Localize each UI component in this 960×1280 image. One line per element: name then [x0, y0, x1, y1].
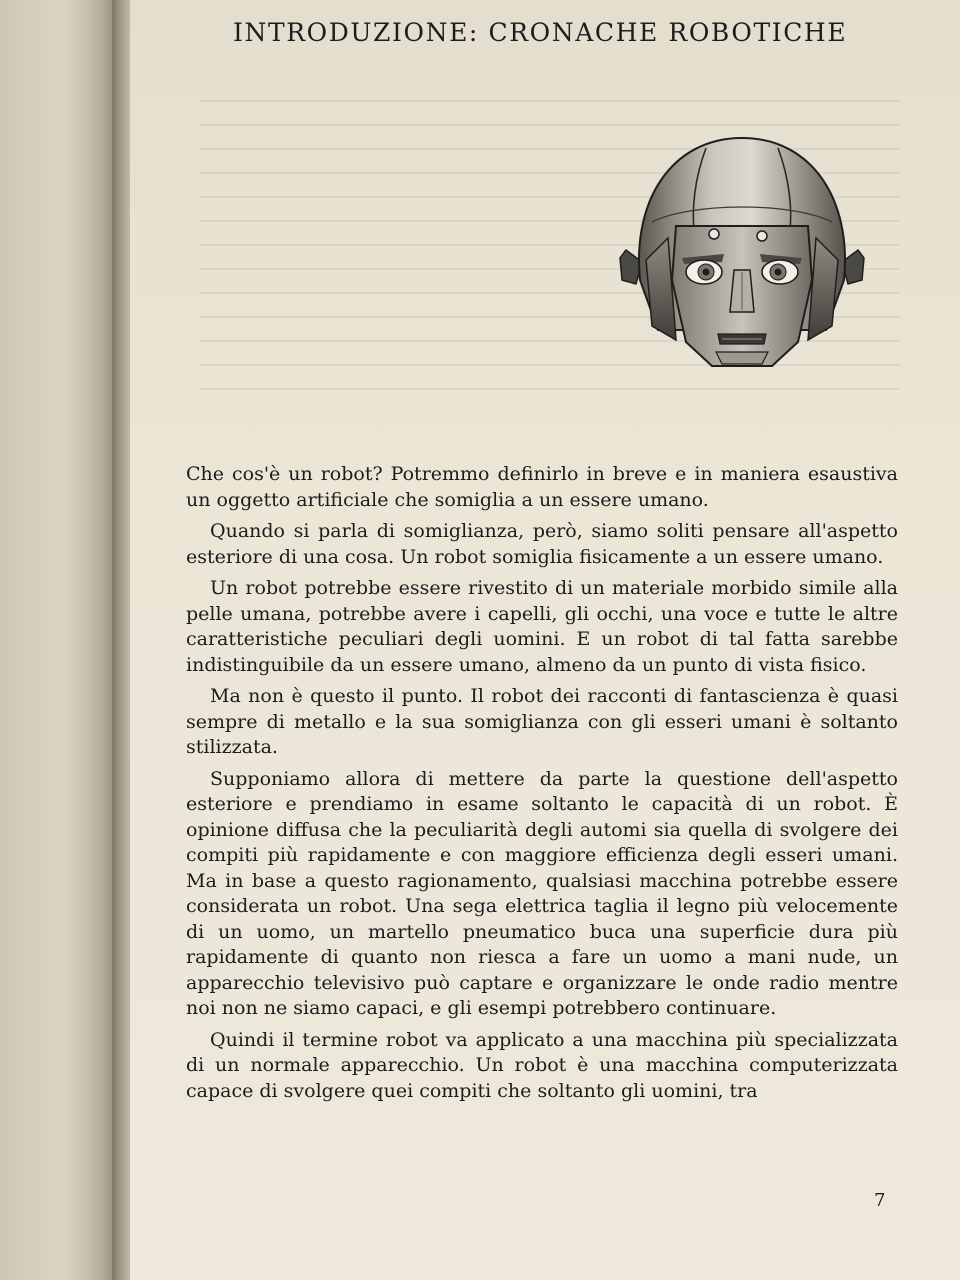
paragraph: Quando si parla di somiglianza, però, siamo soliti pensare all'aspetto esteriore di una cosa. Un robot somiglia fisicamente a un essere umano. [186, 520, 898, 568]
paragraph: Supponiamo allora di mettere da parte la questione dell'aspetto esteriore e prendiamo in esame soltanto le capacità di un robot. È opinione diffusa che la peculiarità degli automi sia quella di svolgere dei compiti più rapidamente e con maggiore efficienza degli esseri umani. Ma in base a questo ragionamento, qualsiasi macchina potrebbe essere considerata un robot. Una sega elettrica taglia il legno più velocemente di un uomo, un martello pneumatico buca una superficie dura più rapidamente di quanto non riesca a fare un uomo a mani nude, un apparecchio televisivo può captare e organizzare le onde radio mentre noi non ne siamo capaci, e gli esempi potrebbero continuare. [186, 767, 898, 1019]
left-page-edge [0, 0, 118, 1280]
page-number: 7 [874, 1190, 886, 1211]
paragraph: Un robot potrebbe essere rivestito di un materiale morbido simile alla pelle umana, potrebbe avere i capelli, gli occhi, una voce e tutte le altre caratteristiche peculiari degli uomini. E un robot di tal fatta sarebbe indistinguibile da un essere umano, almeno da un punto di vista fisico. [186, 577, 898, 676]
body-text [186, 462, 898, 1110]
paragraph: Quindi il termine robot va applicato a una macchina più specializzata di un normale apparecchio. Un robot è una macchina computerizzata capace di svolgere quei compiti che soltanto gli uomini, tra [186, 1028, 898, 1102]
chapter-title: INTRODUZIONE: CRONACHE ROBOTICHE [233, 18, 848, 47]
robot-head-icon [612, 130, 872, 390]
paragraph: Che cos'è un robot? Potremmo definirlo in breve e in maniera esaustiva un oggetto artificiale che somiglia a un essere umano. [186, 463, 898, 511]
paragraph: Ma non è questo il punto. Il robot dei racconti di fantascienza è quasi sempre di metallo e la sua somiglianza con gli esseri umani è soltanto stilizzata. [186, 685, 898, 758]
